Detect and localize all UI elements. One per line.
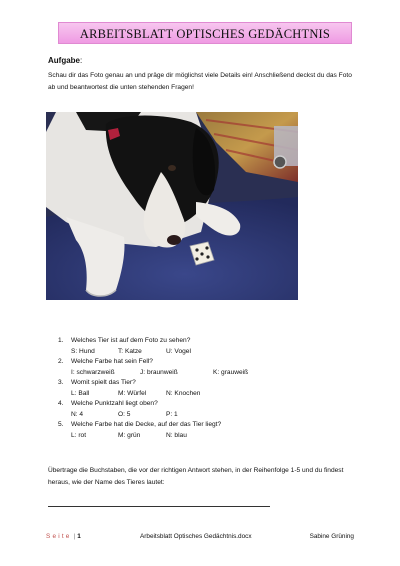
question-list (58, 336, 358, 441)
answer-option: P: 1 (166, 410, 178, 418)
question-2 (58, 357, 358, 368)
outro-text: Übertrage die Buchstaben, die vor der richtigen Antwort stehen, in der Reihenfolge 1-5 und du findest heraus, wie der Name des Tieres lautet: (48, 467, 344, 486)
answer-option: J: braunweiß (140, 368, 178, 376)
question-1 (58, 336, 358, 347)
question-5 (58, 420, 358, 431)
answer-options-3 (58, 389, 358, 400)
answer-blank-line (48, 506, 270, 507)
question-text: Welche Farbe hat sein Fell? (71, 358, 153, 365)
task-heading (48, 56, 82, 65)
answer-option: T: Katze (118, 347, 142, 355)
task-colon: : (80, 56, 83, 65)
answer-option: N: blau (166, 431, 187, 439)
answer-option: I: schwarzweiß (71, 368, 115, 376)
intro-text: Schau dir das Foto genau an und präge dir möglichst viele Details ein! Anschließend deckst du das Foto ab und beantwortest die unten stehenden Fragen! (48, 72, 352, 91)
question-text: Welche Farbe hat die Decke, auf der das Tier liegt? (71, 421, 222, 428)
answer-option: L: Ball (71, 389, 90, 397)
question-number: 3. (58, 379, 64, 386)
question-text: Welches Tier ist auf dem Foto zu sehen? (71, 337, 191, 344)
question-number: 2. (58, 358, 64, 365)
answer-option: N: Knochen (166, 389, 201, 397)
answer-option: U: Vogel (166, 347, 191, 355)
question-text: Womit spielt das Tier? (71, 379, 136, 386)
page-separator: | (73, 533, 76, 540)
title-banner (58, 22, 352, 44)
footer-author: Sabine Grüning (309, 533, 354, 540)
page-word: Seite (46, 533, 72, 540)
answer-options-5 (58, 431, 358, 442)
dog-with-dice-photo (46, 112, 298, 300)
page-number: 1 (77, 533, 81, 540)
question-number: 4. (58, 400, 64, 407)
question-3 (58, 378, 358, 389)
answer-option: S: Hund (71, 347, 95, 355)
answer-option: L: rot (71, 431, 87, 439)
question-number: 5. (58, 421, 64, 428)
answer-option: M: Würfel (118, 389, 147, 397)
question-4 (58, 399, 358, 410)
worksheet-title: ARBEITSBLATT OPTISCHES GEDÄCHTNIS (79, 27, 331, 41)
footer-filename: Arbeitsblatt Optisches Gedächtnis.docx (140, 533, 252, 540)
answer-options-4 (58, 410, 358, 421)
answer-options-2 (58, 368, 358, 379)
page-indicator (46, 531, 81, 543)
answer-option: N: 4 (71, 410, 84, 418)
question-text: Welche Punktzahl liegt oben? (71, 400, 158, 407)
answer-option: K: grauweiß (213, 368, 249, 376)
answer-option: M: grün (118, 431, 141, 439)
page-footer (46, 531, 354, 543)
answer-option: O: 5 (118, 410, 131, 418)
task-label: Aufgabe (48, 56, 80, 65)
answer-options-1 (58, 347, 358, 358)
question-number: 1. (58, 337, 64, 344)
